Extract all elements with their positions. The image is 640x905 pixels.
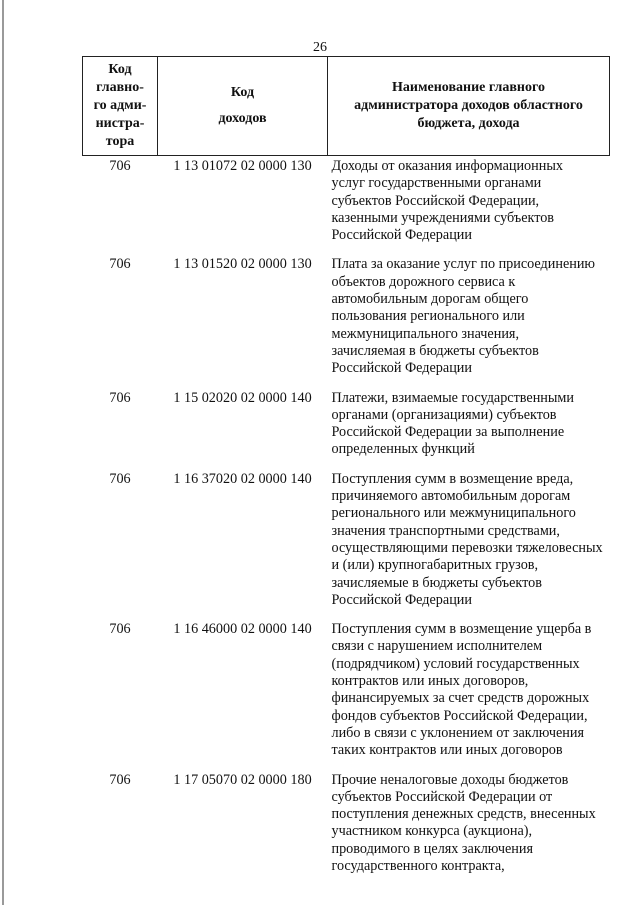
income-name-line: регионального или межмуниципального [331, 505, 576, 522]
income-name-line: зачисляемые в бюджеты субъектов [331, 574, 542, 591]
table-body [83, 156, 610, 876]
income-name-line: поступления денежных средств, внесенных [331, 806, 596, 823]
income-name-line: либо в связи с уклонением от заключения [331, 724, 584, 741]
header-admin-code-line: го адми- [93, 98, 147, 113]
income-name-line: осуществляющими перевозки тяжеловесных [331, 539, 603, 556]
income-code-cell: 1 16 37020 02 0000 140 [173, 470, 312, 487]
header-admin-code [83, 57, 158, 156]
income-name-line: и (или) крупногабаритных грузов, [331, 557, 539, 574]
row-spacer-cell [83, 459, 610, 469]
income-name-line: Российской Федерации за выполнение [331, 424, 565, 441]
row-spacer-cell [83, 760, 610, 770]
income-name-line: участником конкурса (аукциона), [331, 823, 533, 840]
admin-code-cell: 706 [109, 158, 131, 174]
income-name-cell [328, 254, 610, 377]
row-spacer [83, 760, 610, 770]
income-code-cell: 1 16 46000 02 0000 140 [173, 621, 312, 638]
scan-edge-rule [2, 0, 4, 905]
header-name-line: Наименование главного [392, 80, 545, 95]
income-name-line: (подрядчиком) условий государственных [331, 655, 580, 672]
income-name-cell [328, 619, 610, 759]
table-row [83, 619, 610, 759]
income-name-line: контрактов или иных договоров, [331, 673, 529, 690]
income-name-line: автомобильным дорогам общего [331, 291, 529, 308]
table-row [83, 770, 610, 876]
income-name-line: определенных функций [331, 441, 475, 458]
income-name-cell [328, 388, 610, 459]
page-number: 26 [313, 40, 327, 55]
header-name-line: бюджета, дохода [417, 116, 520, 131]
admin-code-cell: 706 [109, 771, 131, 788]
income-code-cell: 1 15 02020 02 0000 140 [173, 389, 312, 406]
row-spacer-cell [83, 378, 610, 388]
income-name-cell [328, 156, 610, 245]
header-income-code-line: доходов [218, 111, 267, 126]
admin-code-cell: 706 [109, 256, 131, 273]
income-name-line: причиняемого автомобильным дорогам [331, 488, 571, 505]
table-row [83, 469, 610, 609]
header-income-code-line: Код [230, 85, 255, 100]
income-name-line: фондов субъектов Российской Федерации, [331, 707, 588, 724]
admin-code-cell: 706 [109, 621, 131, 638]
header-admin-code-line: Код [108, 62, 132, 77]
header-admin-code-line: тора [105, 134, 135, 149]
table-header [83, 57, 610, 156]
income-code-cell: 1 17 05070 02 0000 180 [173, 771, 312, 788]
income-name-line: Российской Федерации [331, 591, 472, 608]
table-row [83, 254, 610, 377]
header-name [328, 57, 610, 156]
income-name-cell [328, 469, 610, 609]
table-row [83, 388, 610, 459]
income-name-line: государственного контракта, [331, 857, 505, 874]
income-codes-table [82, 56, 610, 875]
header-admin-code-line: нистра- [95, 116, 145, 131]
income-name-line: проводимого в целях заключения [331, 840, 534, 857]
income-name-line: Прочие неналоговые доходы бюджетов [331, 771, 569, 788]
income-code-cell: 1 13 01520 02 0000 130 [173, 256, 312, 273]
income-name-line: объектов дорожного сервиса к [331, 273, 516, 290]
row-spacer [83, 459, 610, 469]
income-name-line: пользования регионального или [331, 308, 525, 325]
row-spacer [83, 609, 610, 619]
income-code-cell: 1 13 01072 02 0000 130 [173, 158, 312, 174]
row-spacer [83, 378, 610, 388]
income-name-line: Плата за оказание услуг по присоединению [331, 256, 596, 273]
header-admin-code-line: главно- [96, 80, 144, 95]
income-name-line: зачисляемая в бюджеты субъектов [331, 342, 539, 359]
income-name-line: услуг государственными органами [331, 175, 542, 192]
income-name-line: Российской Федерации [331, 360, 472, 377]
income-name-line: Российской Федерации [331, 227, 472, 244]
income-name-line: субъектов Российской Федерации от [331, 788, 553, 805]
income-name-line: финансируемых за счет средств дорожных [331, 690, 590, 707]
header-name-line: администратора доходов областного [354, 98, 583, 113]
income-name-cell [328, 770, 610, 876]
row-spacer-cell [83, 609, 610, 619]
income-name-line: органами (организациями) субъектов [331, 406, 557, 423]
income-name-line: субъектов Российской Федерации, [331, 192, 540, 209]
header-income-code [158, 57, 328, 156]
income-name-line: таких контрактов или иных договоров [331, 742, 563, 759]
admin-code-cell: 706 [109, 470, 131, 487]
income-name-line: межмуниципального значения, [331, 325, 519, 342]
income-name-line: казенными учреждениями субъектов [331, 209, 555, 226]
income-name-line: значения транспортными средствами, [331, 522, 560, 539]
income-name-line: связи с нарушением исполнителем [331, 638, 543, 655]
income-name-line: Доходы от оказания информационных [331, 158, 563, 174]
row-spacer [83, 244, 610, 254]
income-name-line: Платежи, взимаемые государственными [331, 389, 574, 406]
income-name-line: Поступления сумм в возмещение ущерба в [331, 621, 592, 638]
table-row [83, 156, 610, 245]
row-spacer-cell [83, 244, 610, 254]
income-name-line: Поступления сумм в возмещение вреда, [331, 470, 574, 487]
admin-code-cell: 706 [109, 389, 131, 406]
